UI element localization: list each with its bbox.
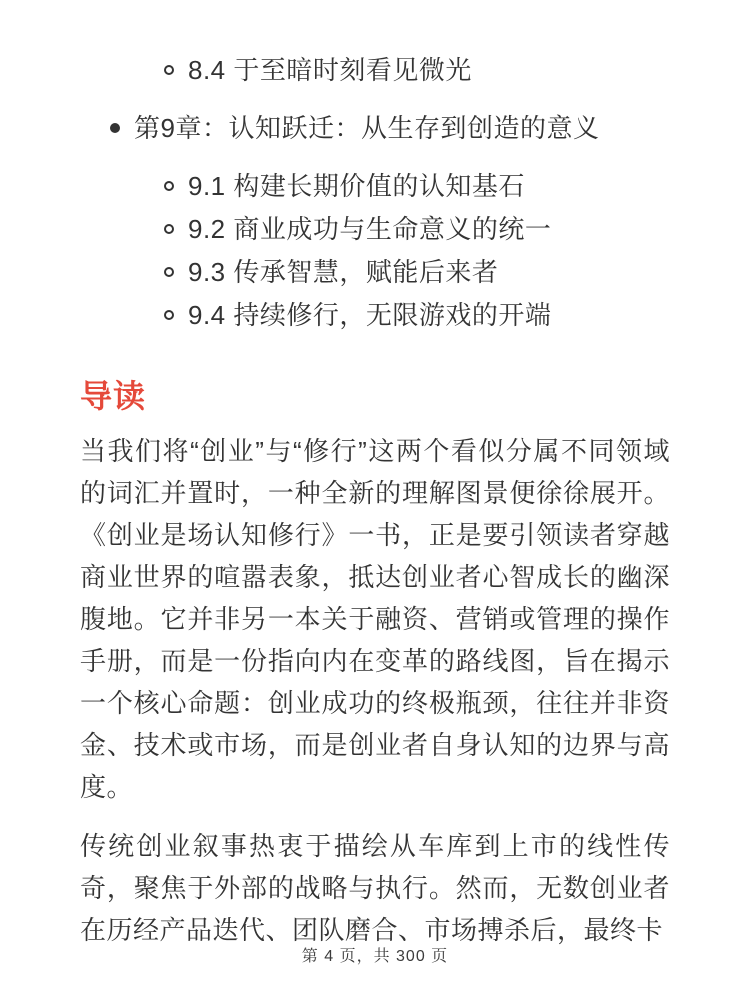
paragraph-2: 传统创业叙事热衷于描绘从车库到上市的线性传奇，聚焦于外部的战略与执行。然而，无数创业者在历经产品迭代、团队磨合、市场搏杀后，最终卡 [80, 831, 670, 945]
section-heading: 导读 [80, 378, 147, 414]
toc-item [80, 171, 670, 201]
bullet-disc-icon [110, 123, 120, 133]
bullet-circle-icon [164, 224, 174, 234]
toc-item [80, 300, 670, 330]
toc-item [80, 214, 670, 244]
toc-item-label: 8.4 于至暗时刻看见微光 [188, 55, 472, 85]
page-indicator: 第 4 页，共 300 页 [301, 948, 449, 965]
toc-item-label: 9.4 持续修行，无限游戏的开端 [188, 300, 552, 330]
bullet-circle-icon [164, 65, 174, 75]
bullet-circle-icon [164, 181, 174, 191]
toc-item [80, 55, 670, 85]
toc-item-label: 9.3 传承智慧，赋能后来者 [188, 257, 499, 287]
document-page [80, 0, 670, 1000]
bullet-circle-icon [164, 310, 174, 320]
bullet-circle-icon [164, 267, 174, 277]
table-of-contents [80, 0, 670, 330]
paragraph-1: 当我们将“创业”与“修行”这两个看似分属不同领域的词汇并置时，一种全新的理解图景便徐徐展开。《创业是场认知修行》一书，正是要引领读者穿越商业世界的喧嚣表象，抵达创业者心智成长的幽深腹地。它并非另一本关于融资、营销或管理的操作手册，而是一份指向内在变革的路线图，旨在揭示一个核心命题：创业成功的终极瓶颈，往往并非资金、技术或市场，而是创业者自身认知的边界与高度。 [80, 436, 670, 802]
body-text [80, 430, 670, 951]
toc-item-chapter [80, 113, 670, 143]
toc-item [80, 257, 670, 287]
toc-item-label: 9.1 构建长期价值的认知基石 [188, 171, 525, 201]
toc-item-label: 9.2 商业成功与生命意义的统一 [188, 214, 552, 244]
toc-item-label: 第9章：认知跃迁：从生存到创造的意义 [134, 113, 600, 143]
